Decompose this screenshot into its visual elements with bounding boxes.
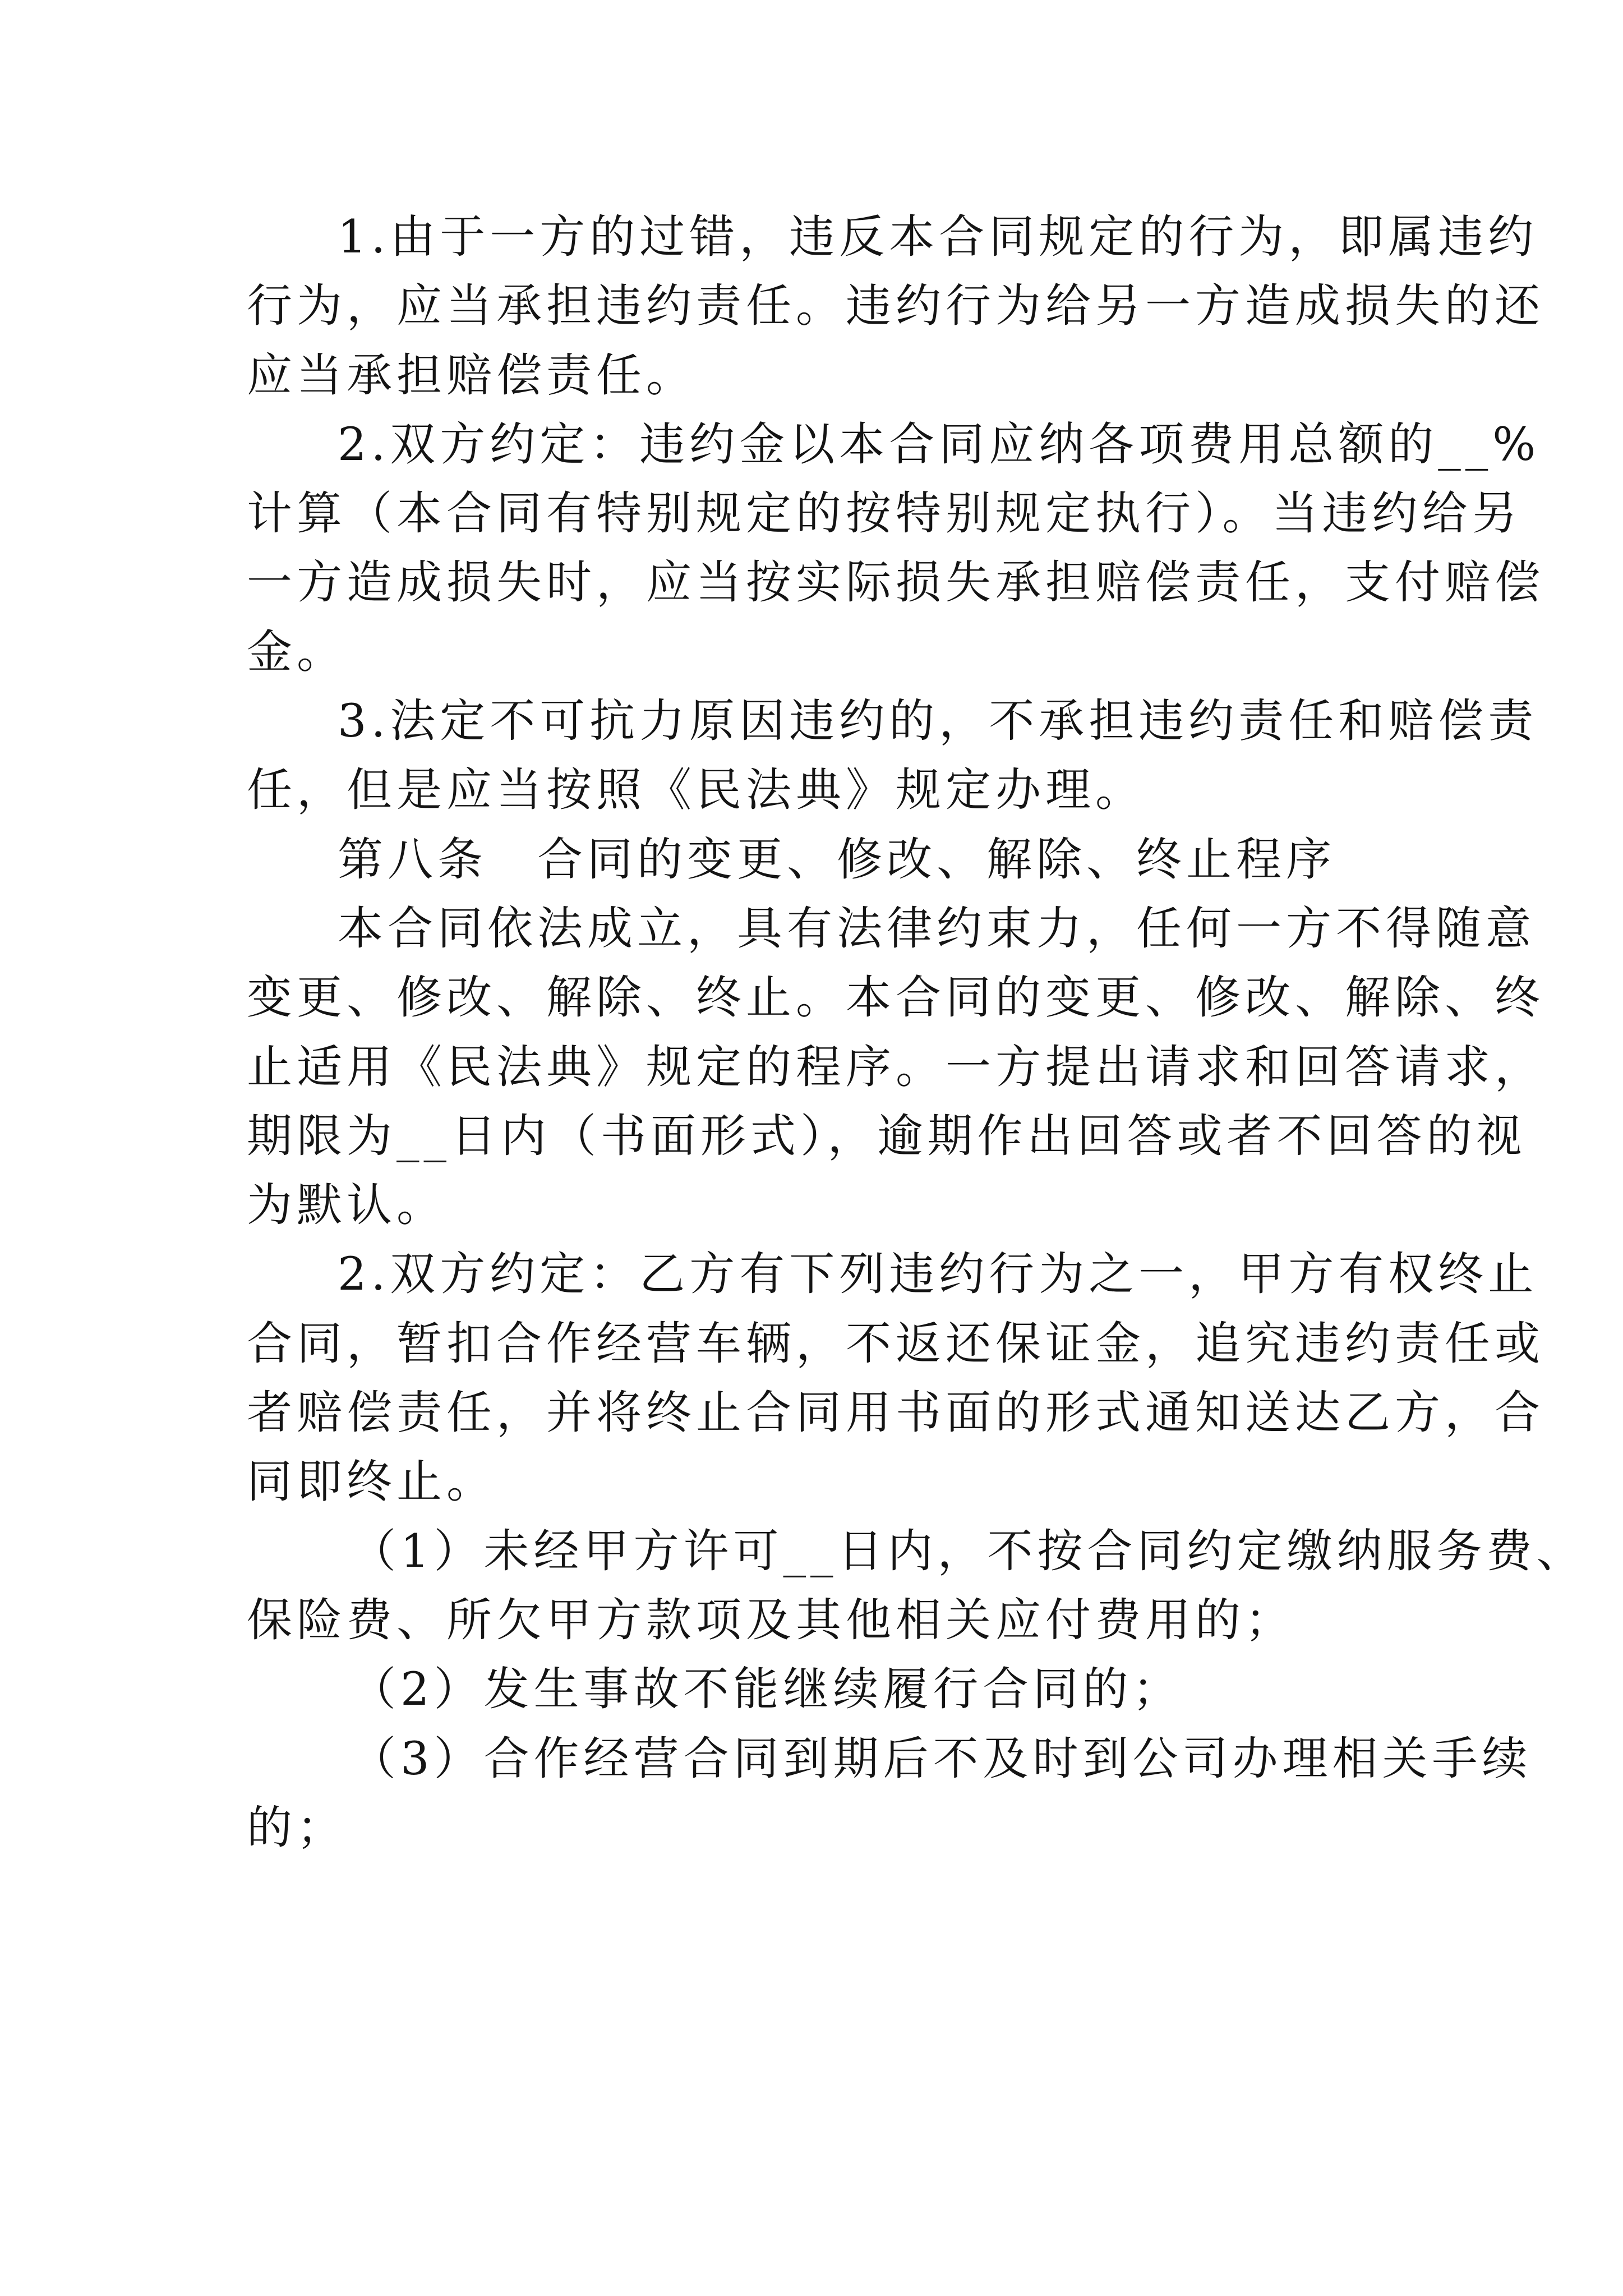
text-line: 金。: [247, 625, 347, 679]
list-item-2: [247, 1655, 1391, 1724]
text-line: 行为，应当承担违约责任。违约行为给另一方造成损失的还: [247, 280, 1545, 333]
text-line: （3）合作经营合同到期后不及时到公司办理相关手续: [351, 1732, 1532, 1786]
article-heading: [247, 826, 1391, 895]
text-line: 本合同依法成立，具有法律约束力，任何一方不得随意: [338, 902, 1536, 955]
text-line: 3.法定不可抗力原因违约的，不承担违约责任和赔偿责: [338, 695, 1538, 748]
text-line: 合同，暂扣合作经营车辆，不返还保证金，追究违约责任或: [247, 1317, 1545, 1370]
text-line: 1.由于一方的过错，违反本合同规定的行为，即属违约: [338, 211, 1538, 264]
text-line: 同即终止。: [247, 1456, 497, 1509]
paragraph-clause-1: [247, 203, 1545, 411]
text-line: 变更、修改、解除、终止。本合同的变更、修改、解除、终: [247, 972, 1545, 1025]
text-line: 应当承担赔偿责任。: [247, 349, 697, 402]
text-line: 止适用《民法典》规定的程序。一方提出请求和回答请求，: [247, 1041, 1545, 1094]
text-line: 期限为__日内（书面形式），逾期作出回答或者不回答的视: [247, 1110, 1527, 1163]
text-line: 保险费、所欠甲方款项及其他相关应付费用的；: [247, 1594, 1295, 1647]
text-line: （1）未经甲方许可__日内，不按合同约定缴纳服务费、: [351, 1525, 1587, 1578]
text-line: 一方造成损失时，应当按实际损失承担赔偿责任，支付赔偿: [247, 556, 1545, 610]
paragraph-clause-2: [247, 411, 1545, 687]
text-line: 计算（本合同有特别规定的按特别规定执行）。当违约给另: [247, 487, 1522, 541]
document-body: [247, 203, 1587, 1863]
paragraph-clause-3: [247, 687, 1538, 826]
paragraph-article-8-clause-2: [247, 1240, 1545, 1517]
text-line: 2.双方约定：违约金以本合同应纳各项费用总额的__%: [338, 418, 1541, 471]
paragraph-article-8-body: [247, 895, 1545, 1240]
text-line: 为默认。: [247, 1179, 447, 1232]
text-line: 任，但是应当按照《民法典》规定办理。: [247, 764, 1146, 817]
text-line: 2.双方约定：乙方有下列违约行为之一，甲方有权终止: [338, 1248, 1538, 1301]
article-8-title: 第八条 合同的变更、修改、解除、终止程序: [338, 833, 1336, 886]
text-line: 的；: [247, 1801, 347, 1855]
list-item-3: [247, 1725, 1532, 1864]
text-line: 者赔偿责任，并将终止合同用书面的形式通知送达乙方，合: [247, 1387, 1545, 1440]
list-item-1: [247, 1517, 1587, 1656]
text-line: （2）发生事故不能继续履行合同的；: [351, 1663, 1183, 1717]
